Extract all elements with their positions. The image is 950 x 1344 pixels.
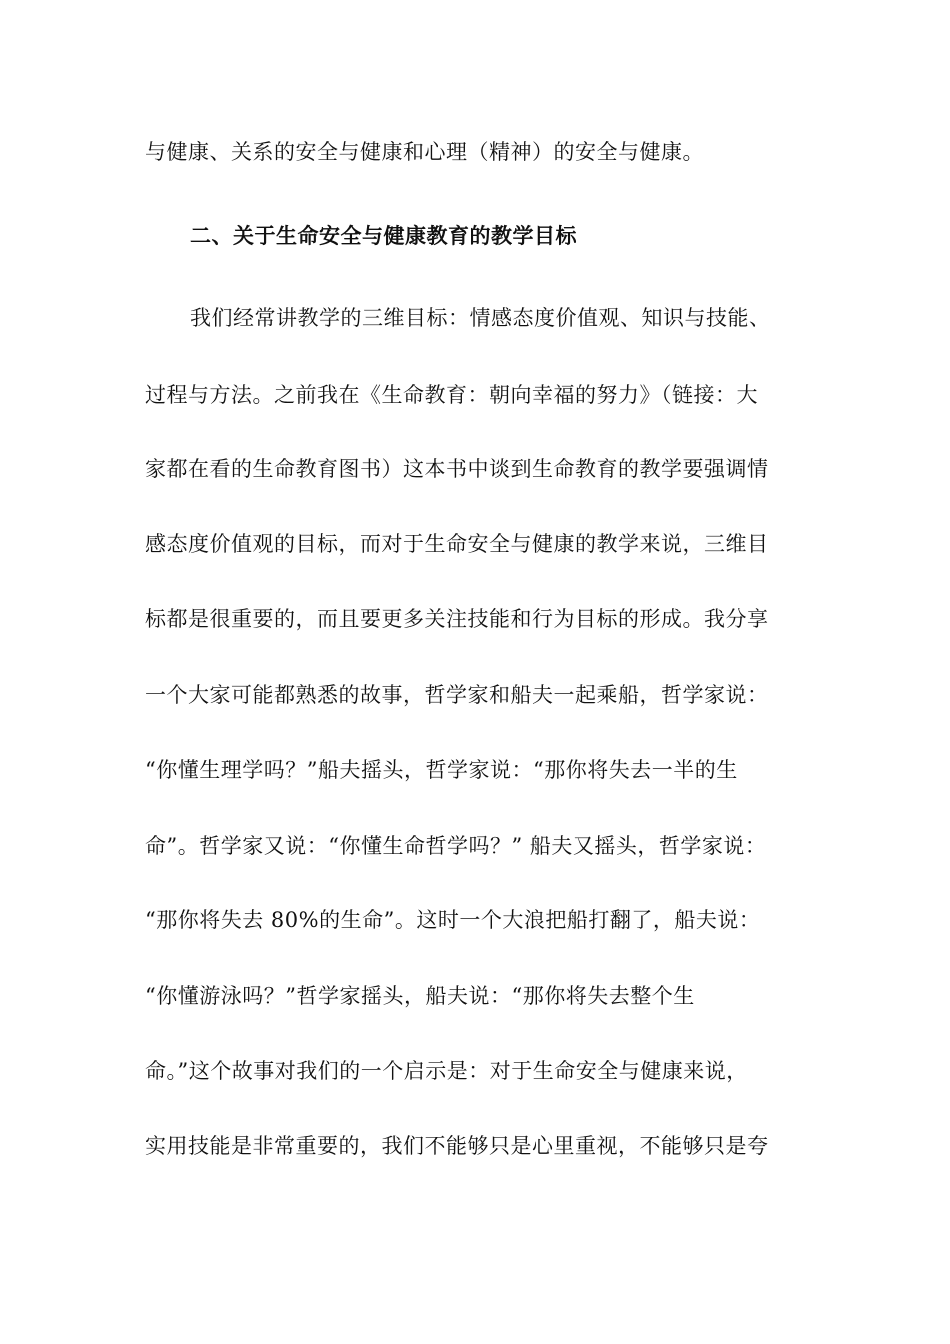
body-text-line: 我们经常讲教学的三维目标：情感态度价值观、知识与技能、 xyxy=(190,306,771,330)
body-text-line: 实用技能是非常重要的，我们不能够只是心里重视，不能够只是夸 xyxy=(145,1134,769,1158)
body-text-line: 标都是很重要的，而且要更多关注技能和行为目标的形成。我分享 xyxy=(145,607,769,631)
body-text-line: 命。”这个故事对我们的一个启示是：对于生命安全与健康来说， xyxy=(145,1059,748,1083)
body-text-line: 感态度价值观的目标，而对于生命安全与健康的教学来说，三维目 xyxy=(145,532,769,556)
section-heading: 二、关于生命安全与健康教育的教学目标 xyxy=(190,224,577,248)
body-text-line: 与健康、关系的安全与健康和心理（精神）的安全与健康。 xyxy=(145,140,704,164)
body-text-line: “你懂生理学吗？”船夫摇头，哲学家说：“那你将失去一半的生 xyxy=(145,758,738,782)
body-text-line: 过程与方法。之前我在《生命教育：朝向幸福的努力》（链接：大 xyxy=(145,383,758,407)
body-text-line: 家都在看的生命教育图书）这本书中谈到生命教育的教学要强调情 xyxy=(145,457,769,481)
body-text-line: 命”。哲学家又说：“你懂生命哲学吗？” 船夫又摇头，哲学家说： xyxy=(145,834,767,858)
body-text-line: “你懂游泳吗？”哲学家摇头，船夫说：“那你将失去整个生 xyxy=(145,984,695,1008)
body-text-line: “那你将失去 80%的生命”。这时一个大浪把船打翻了，船夫说： xyxy=(145,908,761,932)
body-text-line: 一个大家可能都熟悉的故事，哲学家和船夫一起乘船，哲学家说： xyxy=(145,683,769,707)
